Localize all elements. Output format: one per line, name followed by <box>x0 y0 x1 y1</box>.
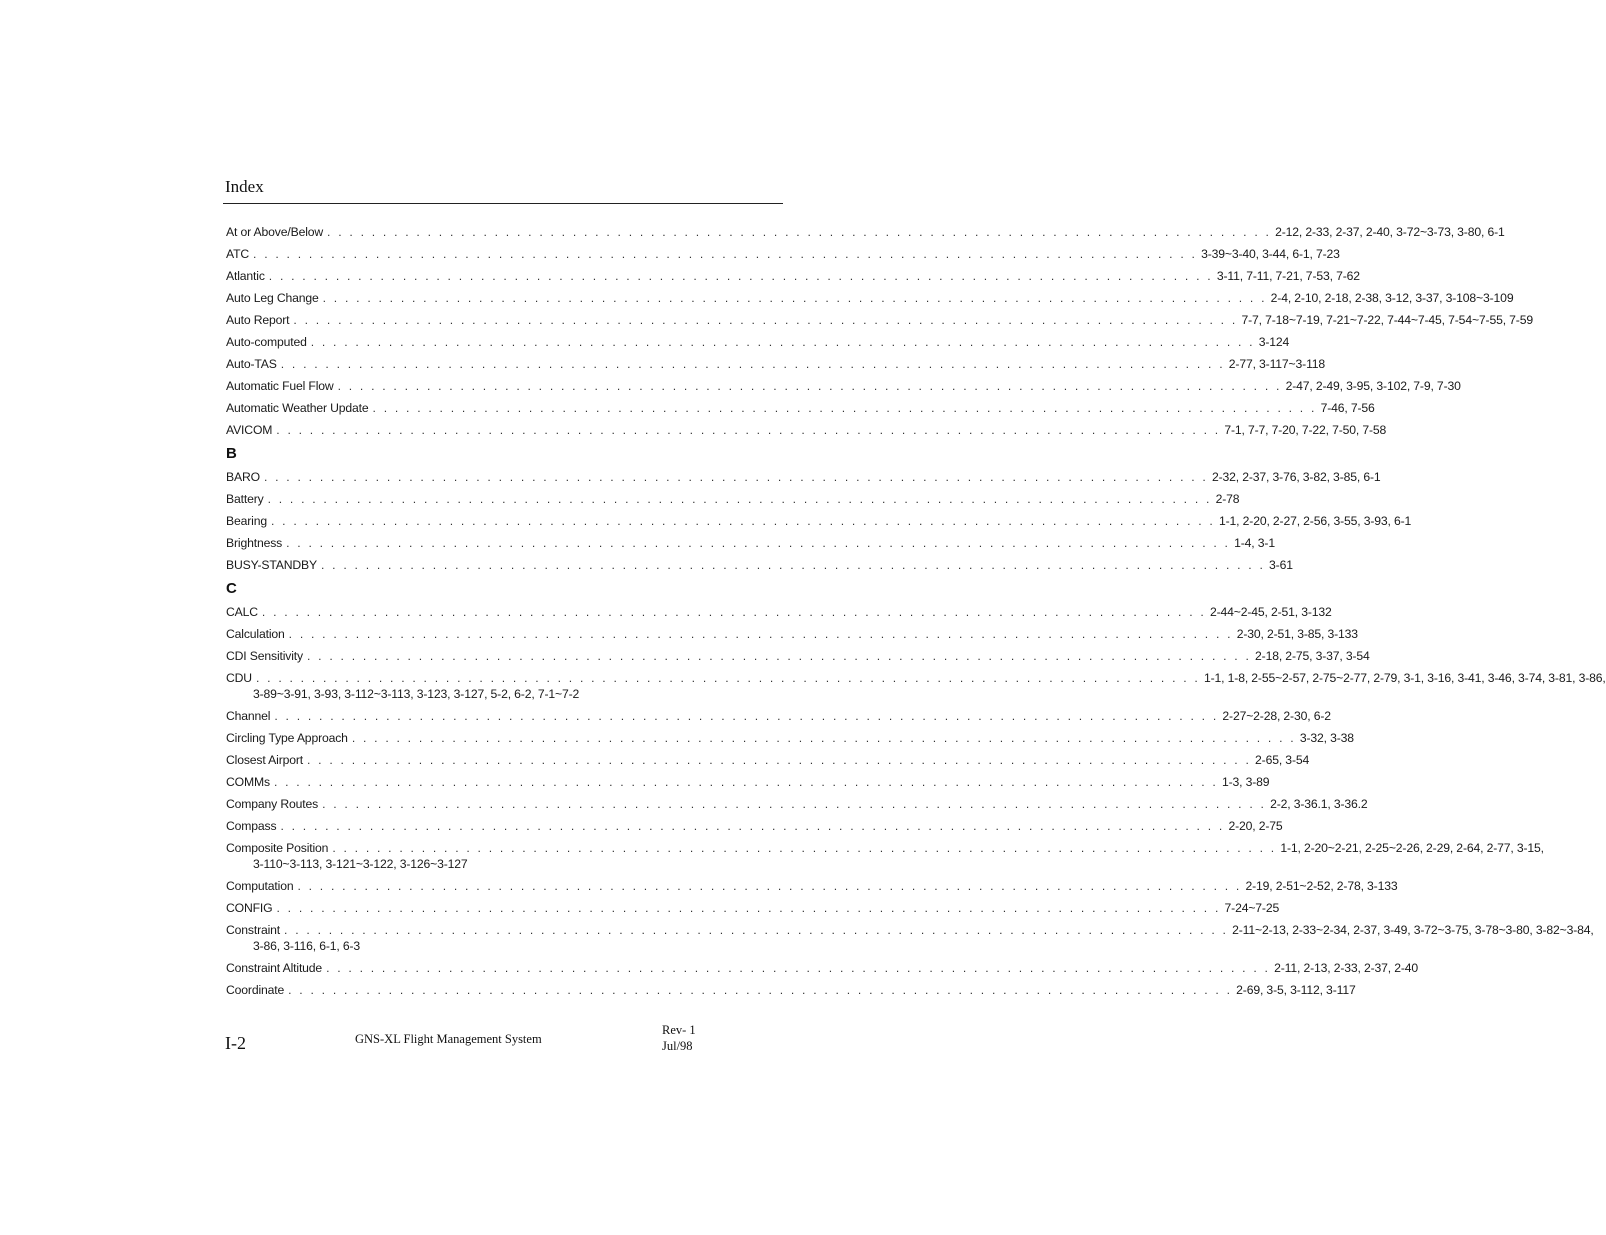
index-entry <box>226 224 1505 240</box>
leader-dots: . . . . . . . . . . . . . . . . . . . . . . . . . . . . . . . . . . . . . . . . . . . . . . . . . . . . . . . . . . . . . . . . . . . . . . . . . . . . . . . . . . . . . <box>327 225 1272 239</box>
leader-dots: . . . . . . . . . . . . . . . . . . . . . . . . . . . . . . . . . . . . . . . . . . . . . . . . . . . . . . . . . . . . . . . . . . . . . . . . . . . . . . . . . . . . . <box>337 379 1282 393</box>
index-term: ATC <box>226 247 250 261</box>
index-pages: 2-18, 2-75, 3-37, 3-54 <box>1255 649 1370 663</box>
index-entry <box>226 400 1375 416</box>
index-pages: 3-61 <box>1269 558 1293 572</box>
index-term: Auto Report <box>226 313 290 327</box>
leader-dots: . . . . . . . . . . . . . . . . . . . . . . . . . . . . . . . . . . . . . . . . . . . . . . . . . . . . . . . . . . . . . . . . . . . . . . . . . . . . . . . . . . . . . <box>253 247 1198 261</box>
index-entry <box>226 290 1514 306</box>
index-entry <box>226 356 1326 372</box>
leader-dots: . . . . . . . . . . . . . . . . . . . . . . . . . . . . . . . . . . . . . . . . . . . . . . . . . . . . . . . . . . . . . . . . . . . . . . . . . . . . . . . . . . . . . <box>276 423 1221 437</box>
index-pages: 1-3, 3-89 <box>1221 775 1270 789</box>
index-term: COMMs <box>226 775 270 789</box>
index-entry <box>226 422 1387 438</box>
index-pages: 2-69, 3-5, 3-112, 3-117 <box>1236 983 1356 997</box>
book-title: GNS-XL Flight Management System <box>355 1032 542 1046</box>
index-entry <box>226 922 1594 954</box>
index-entry <box>226 960 1419 976</box>
index-entry <box>226 708 1331 724</box>
index-pages: 2-47, 2-49, 3-95, 3-102, 7-9, 7-30 <box>1285 379 1461 393</box>
index-entry <box>226 312 1533 328</box>
index-term: Composite Position <box>226 841 329 855</box>
index-entry <box>226 513 1412 529</box>
leader-dots: . . . . . . . . . . . . . . . . . . . . . . . . . . . . . . . . . . . . . . . . . . . . . . . . . . . . . . . . . . . . . . . . . . . . . . . . . . . . . . . . . . . . . <box>351 731 1296 745</box>
index-entry <box>226 626 1358 642</box>
index-pages: 2-44~2-45, 2-51, 3-132 <box>1209 605 1332 619</box>
leader-dots: . . . . . . . . . . . . . . . . . . . . . . . . . . . . . . . . . . . . . . . . . . . . . . . . . . . . . . . . . . . . . . . . . . . . . . . . . . . . . . . . . . . . . <box>288 627 1233 641</box>
index-pages: 7-24~7-25 <box>1224 901 1280 915</box>
revision-date: Jul/98 <box>662 1039 693 1053</box>
index-pages: 2-2, 3-36.1, 3-36.2 <box>1270 797 1368 811</box>
index-entry <box>226 774 1270 790</box>
index-term: Compass <box>226 819 277 833</box>
leader-dots: . . . . . . . . . . . . . . . . . . . . . . . . . . . . . . . . . . . . . . . . . . . . . . . . . . . . . . . . . . . . . . . . . . . . . . . . . . . . . . . . . . . . . <box>280 357 1225 371</box>
index-entry <box>226 378 1461 394</box>
leader-dots: . . . . . . . . . . . . . . . . . . . . . . . . . . . . . . . . . . . . . . . . . . . . . . . . . . . . . . . . . . . . . . . . . . . . . . . . . . . . . . . . . . . . . <box>267 492 1212 506</box>
index-term: Automatic Fuel Flow <box>226 379 334 393</box>
index-entry <box>226 878 1398 894</box>
leader-dots: . . . . . . . . . . . . . . . . . . . . . . . . . . . . . . . . . . . . . . . . . . . . . . . . . . . . . . . . . . . . . . . . . . . . . . . . . . . . . . . . . . . . . <box>268 269 1213 283</box>
index-entry <box>226 752 1310 768</box>
index-entry <box>226 557 1293 573</box>
index-term: Brightness <box>226 536 283 550</box>
leader-dots: . . . . . . . . . . . . . . . . . . . . . . . . . . . . . . . . . . . . . . . . . . . . . . . . . . . . . . . . . . . . . . . . . . . . . . . . . . . . . . . . . . . . . <box>307 753 1252 767</box>
index-entry <box>226 982 1356 998</box>
index-pages: 2-11, 2-13, 2-33, 2-37, 2-40 <box>1274 961 1419 975</box>
index-term: Auto-TAS <box>226 357 277 371</box>
index-pages: 2-32, 2-37, 3-76, 3-82, 3-85, 6-1 <box>1212 470 1381 484</box>
index-pages: 2-12, 2-33, 2-37, 2-40, 3-72~3-73, 3-80, 6-1 <box>1275 225 1505 239</box>
leader-dots: . . . . . . . . . . . . . . . . . . . . . . . . . . . . . . . . . . . . . . . . . . . . . . . . . . . . . . . . . . . . . . . . . . . . . . . . . . . . . . . . . . . . . <box>326 961 1271 975</box>
leader-dots: . . . . . . . . . . . . . . . . . . . . . . . . . . . . . . . . . . . . . . . . . . . . . . . . . . . . . . . . . . . . . . . . . . . . . . . . . . . . . . . . . . . . . <box>280 819 1225 833</box>
index-pages: 2-77, 3-117~3-118 <box>1228 357 1326 371</box>
index-entry <box>226 491 1240 507</box>
index-pages: 7-7, 7-18~7-19, 7-21~7-22, 7-44~7-45, 7-54~7-55, 7-59 <box>1241 313 1533 327</box>
index-term: CDU <box>226 671 252 685</box>
index-term: CDI Sensitivity <box>226 649 303 663</box>
index-pages: 2-20, 2-75 <box>1228 819 1283 833</box>
index-term: Auto Leg Change <box>226 291 319 305</box>
page-title: Index <box>225 177 264 196</box>
index-entry <box>226 730 1354 746</box>
leader-dots: . . . . . . . . . . . . . . . . . . . . . . . . . . . . . . . . . . . . . . . . . . . . . . . . . . . . . . . . . . . . . . . . . . . . . . . . . . . . . . . . . . . . . <box>255 671 1201 685</box>
index-term: Calculation <box>226 627 285 641</box>
leader-dots: . . . . . . . . . . . . . . . . . . . . . . . . . . . . . . . . . . . . . . . . . . . . . . . . . . . . . . . . . . . . . . . . . . . . . . . . . . . . . . . . . . . . . <box>372 401 1317 415</box>
index-pages: 1-1, 1-8, 2-55~2-57, 2-75~2-77, 2-79, 3-1, 3-16, 3-41, 3-46, 3-74, 3-81, 3-86, <box>1204 671 1606 685</box>
index-pages: 2-65, 3-54 <box>1255 753 1310 767</box>
index-entry <box>226 796 1368 812</box>
index-term: Channel <box>226 709 271 723</box>
index-pages: 1-1, 2-20~2-21, 2-25~2-26, 2-29, 2-64, 2-77, 3-15, <box>1280 841 1544 855</box>
index-term: BARO <box>226 470 260 484</box>
index-entry <box>226 268 1360 284</box>
leader-dots: . . . . . . . . . . . . . . . . . . . . . . . . . . . . . . . . . . . . . . . . . . . . . . . . . . . . . . . . . . . . . . . . . . . . . . . . . . . . . . . . . . . . . <box>310 335 1255 349</box>
index-pages: 7-1, 7-7, 7-20, 7-22, 7-50, 7-58 <box>1224 423 1387 437</box>
index-pages: 3-39~3-40, 3-44, 6-1, 7-23 <box>1201 247 1340 261</box>
index-pages: 1-4, 3-1 <box>1234 536 1275 550</box>
index-entry <box>226 535 1275 551</box>
leader-dots: . . . . . . . . . . . . . . . . . . . . . . . . . . . . . . . . . . . . . . . . . . . . . . . . . . . . . . . . . . . . . . . . . . . . . . . . . . . . . . . . . . . . . <box>322 797 1267 811</box>
index-entry <box>226 818 1283 834</box>
index-pages: 2-4, 2-10, 2-18, 2-38, 3-12, 3-37, 3-108~3-109 <box>1270 291 1514 305</box>
index-term: Battery <box>226 492 264 506</box>
index-entry <box>226 334 1290 350</box>
index-pages: 2-30, 2-51, 3-85, 3-133 <box>1236 627 1358 641</box>
leader-dots: . . . . . . . . . . . . . . . . . . . . . . . . . . . . . . . . . . . . . . . . . . . . . . . . . . . . . . . . . . . . . . . . . . . . . . . . . . . . . . . . . . . . . <box>270 514 1216 528</box>
leader-dots: . . . . . . . . . . . . . . . . . . . . . . . . . . . . . . . . . . . . . . . . . . . . . . . . . . . . . . . . . . . . . . . . . . . . . . . . . . . . . . . . . . . . . <box>274 709 1219 723</box>
leader-dots: . . . . . . . . . . . . . . . . . . . . . . . . . . . . . . . . . . . . . . . . . . . . . . . . . . . . . . . . . . . . . . . . . . . . . . . . . . . . . . . . . . . . . <box>263 470 1208 484</box>
index-pages: 2-78 <box>1215 492 1240 506</box>
leader-dots: . . . . . . . . . . . . . . . . . . . . . . . . . . . . . . . . . . . . . . . . . . . . . . . . . . . . . . . . . . . . . . . . . . . . . . . . . . . . . . . . . . . . . <box>332 841 1277 855</box>
index-term: Atlantic <box>226 269 265 283</box>
leader-dots: . . . . . . . . . . . . . . . . . . . . . . . . . . . . . . . . . . . . . . . . . . . . . . . . . . . . . . . . . . . . . . . . . . . . . . . . . . . . . . . . . . . . . <box>276 901 1221 915</box>
index-term: Automatic Weather Update <box>226 401 369 415</box>
index-entry <box>226 469 1381 485</box>
index-entry <box>226 840 1544 872</box>
index-entry <box>226 670 1606 702</box>
index-entry <box>226 604 1332 620</box>
leader-dots: . . . . . . . . . . . . . . . . . . . . . . . . . . . . . . . . . . . . . . . . . . . . . . . . . . . . . . . . . . . . . . . . . . . . . . . . . . . . . . . . . . . . . <box>286 536 1231 550</box>
index-list <box>226 224 1606 1004</box>
index-pages: 1-1, 2-20, 2-27, 2-56, 3-55, 3-93, 6-1 <box>1219 514 1412 528</box>
index-entry <box>226 648 1370 664</box>
leader-dots: . . . . . . . . . . . . . . . . . . . . . . . . . . . . . . . . . . . . . . . . . . . . . . . . . . . . . . . . . . . . . . . . . . . . . . . . . . . . . . . . . . . . . <box>321 558 1266 572</box>
index-term: Constraint Altitude <box>226 961 323 975</box>
revision-block <box>662 1022 696 1054</box>
index-term: Company Routes <box>226 797 319 811</box>
index-term: At or Above/Below <box>226 225 324 239</box>
leader-dots: . . . . . . . . . . . . . . . . . . . . . . . . . . . . . . . . . . . . . . . . . . . . . . . . . . . . . . . . . . . . . . . . . . . . . . . . . . . . . . . . . . . . . <box>284 923 1229 937</box>
leader-dots: . . . . . . . . . . . . . . . . . . . . . . . . . . . . . . . . . . . . . . . . . . . . . . . . . . . . . . . . . . . . . . . . . . . . . . . . . . . . . . . . . . . . . <box>322 291 1267 305</box>
index-term: AVICOM <box>226 423 273 437</box>
index-term: Closest Airport <box>226 753 303 767</box>
index-pages-continued: 3-110~3-113, 3-121~3-122, 3-126~3-127 <box>253 857 468 871</box>
index-entry <box>226 900 1280 916</box>
index-term: Computation <box>226 879 294 893</box>
leader-dots: . . . . . . . . . . . . . . . . . . . . . . . . . . . . . . . . . . . . . . . . . . . . . . . . . . . . . . . . . . . . . . . . . . . . . . . . . . . . . . . . . . . . . <box>307 649 1252 663</box>
index-term: Constraint <box>226 923 281 937</box>
index-term: Bearing <box>226 514 267 528</box>
index-term: CONFIG <box>226 901 273 915</box>
leader-dots: . . . . . . . . . . . . . . . . . . . . . . . . . . . . . . . . . . . . . . . . . . . . . . . . . . . . . . . . . . . . . . . . . . . . . . . . . . . . . . . . . . . . . <box>273 775 1218 789</box>
section-letter: B <box>226 445 237 462</box>
page-number: I-2 <box>225 1033 246 1053</box>
leader-dots: . . . . . . . . . . . . . . . . . . . . . . . . . . . . . . . . . . . . . . . . . . . . . . . . . . . . . . . . . . . . . . . . . . . . . . . . . . . . . . . . . . . . . <box>261 605 1206 619</box>
index-term: Auto-computed <box>226 335 307 349</box>
revision-label: Rev- 1 <box>662 1023 696 1037</box>
header-rule <box>223 203 783 204</box>
index-pages: 7-46, 7-56 <box>1320 401 1375 415</box>
leader-dots: . . . . . . . . . . . . . . . . . . . . . . . . . . . . . . . . . . . . . . . . . . . . . . . . . . . . . . . . . . . . . . . . . . . . . . . . . . . . . . . . . . . . . <box>297 879 1242 893</box>
leader-dots: . . . . . . . . . . . . . . . . . . . . . . . . . . . . . . . . . . . . . . . . . . . . . . . . . . . . . . . . . . . . . . . . . . . . . . . . . . . . . . . . . . . . . <box>288 983 1233 997</box>
index-term: CALC <box>226 605 258 619</box>
index-term: Circling Type Approach <box>226 731 348 745</box>
index-term: BUSY-STANDBY <box>226 558 317 572</box>
leader-dots: . . . . . . . . . . . . . . . . . . . . . . . . . . . . . . . . . . . . . . . . . . . . . . . . . . . . . . . . . . . . . . . . . . . . . . . . . . . . . . . . . . . . . <box>293 313 1238 327</box>
index-entry <box>226 246 1340 262</box>
index-pages: 3-32, 3-38 <box>1299 731 1354 745</box>
index-pages: 2-27~2-28, 2-30, 6-2 <box>1222 709 1331 723</box>
section-letter: C <box>226 580 237 597</box>
index-pages-continued: 3-89~3-91, 3-93, 3-112~3-113, 3-123, 3-127, 5-2, 6-2, 7-1~7-2 <box>253 687 580 701</box>
index-pages: 2-19, 2-51~2-52, 2-78, 3-133 <box>1245 879 1398 893</box>
index-pages: 3-124 <box>1258 335 1290 349</box>
index-pages: 3-11, 7-11, 7-21, 7-53, 7-62 <box>1216 269 1360 283</box>
index-term: Coordinate <box>226 983 285 997</box>
index-pages-continued: 3-86, 3-116, 6-1, 6-3 <box>253 939 361 953</box>
index-pages: 2-11~2-13, 2-33~2-34, 2-37, 3-49, 3-72~3-75, 3-78~3-80, 3-82~3-84, <box>1232 923 1594 937</box>
